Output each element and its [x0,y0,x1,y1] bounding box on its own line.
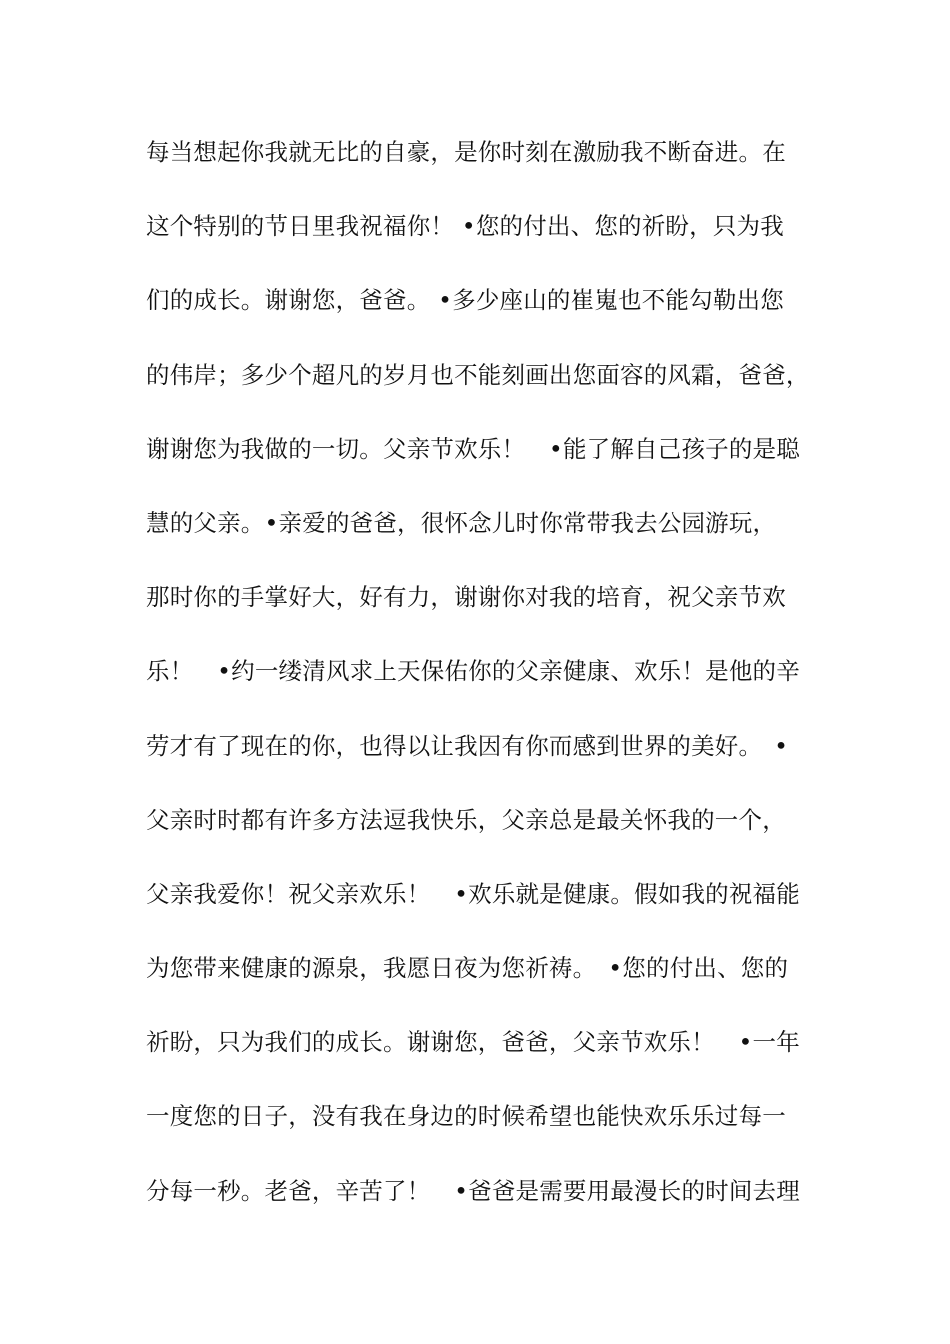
text-line: 这个特别的节日里我祝福你！ •您的付出、您的祈盼，只为我 [146,212,784,241]
text-line: 分每一秒。老爸，辛苦了！ •爸爸是需要用最漫长的时间去理 [146,1176,800,1205]
text-line: 一度您的日子，没有我在身边的时候希望也能快欢乐乐过每一 [146,1102,786,1131]
text-line: 的伟岸；多少个超凡的岁月也不能刻画出您面容的风霜，爸爸， [146,360,810,389]
text-line: 劳才有了现在的你，也得以让我因有你而感到世界的美好。 • [146,731,789,760]
text-line: 每当想起你我就无比的自豪，是你时刻在激励我不断奋进。在 [146,138,786,166]
text-line: 父亲我爱你！祝父亲欢乐！ •欢乐就是健康。假如我的祝福能 [146,879,800,908]
text-line: 祈盼，只为我们的成长。谢谢您，爸爸，父亲节欢乐！ •一年 [146,1028,800,1057]
text-line: 们的成长。谢谢您，爸爸。 •多少座山的崔嵬也不能勾勒出您 [146,286,784,315]
text-line: 谢谢您为我做的一切。父亲节欢乐！ •能了解自己孩子的是聪 [146,434,800,463]
text-line: 为您带来健康的源泉，我愿日夜为您祈祷。 •您的付出、您的 [146,954,789,983]
text-line: 那时你的手掌好大，好有力，谢谢你对我的培育，祝父亲节欢 [146,583,786,612]
body-text [146,132,846,1245]
text-line: 乐！ •约一缕清风求上天保佑你的父亲健康、欢乐！是他的辛 [146,657,800,686]
text-line: 父亲时时都有许多方法逗我快乐，父亲总是最关怀我的一个， [146,805,786,834]
text-line: 慧的父亲。•亲爱的爸爸，很怀念儿时你常带我去公园游玩， [146,508,777,537]
